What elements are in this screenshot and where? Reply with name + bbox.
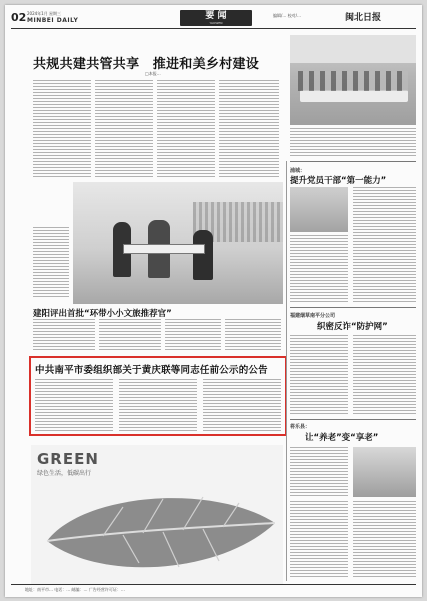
photo-table [300, 90, 408, 102]
section-title-en: YAOWEN [209, 21, 223, 25]
photo-runner-3 [193, 230, 213, 280]
date-line: 2024年1月 星期三 [27, 11, 61, 16]
meeting-photo [290, 35, 416, 125]
right1-headline: 提升党员干部“第一能力” [290, 176, 387, 186]
lead-body-col-2 [95, 80, 153, 178]
photo-stretcher [123, 244, 205, 254]
notice-col-2 [119, 379, 197, 431]
lead-body-col-3 [157, 80, 215, 178]
right3-col-3 [353, 501, 416, 579]
right2-headline: 织密反诈“防护网” [317, 322, 388, 332]
notice-headline: 中共南平市委组织部关于黄庆联等同志任前公示的公告 [35, 365, 268, 376]
paper-name-en: MINBEI DAILY [27, 17, 79, 24]
right-divider-3 [290, 419, 416, 420]
masthead-logo: 闽北日报 [345, 13, 382, 23]
masthead-rule [11, 28, 416, 29]
right1-col-1 [290, 235, 348, 303]
photo-caption [290, 128, 416, 156]
right2-col-1 [290, 335, 348, 415]
relay-caption [33, 227, 69, 297]
right1-photo [290, 187, 348, 232]
right1-kicker: 浦城： [290, 168, 306, 174]
lead-headline: 共规共建共管共享 推进和美乡村建设 [33, 57, 260, 72]
ad-slogan: 绿色生活，低碳出行 [37, 470, 92, 477]
right2-col-2 [353, 335, 416, 415]
section-title: 要 闻 [205, 11, 227, 21]
article2-col-2 [99, 319, 161, 351]
editor-line: 编辑/… 校对/… [273, 13, 301, 18]
article2-col-4 [225, 319, 281, 351]
right3-col-1 [290, 447, 348, 497]
right3-photo [353, 447, 416, 497]
right1-col-2 [353, 187, 416, 303]
right3-col-2 [290, 501, 348, 579]
column-rule-vertical [286, 161, 287, 581]
notice-col-3 [203, 379, 281, 431]
photo-building [290, 35, 416, 63]
article2-col-3 [165, 319, 221, 351]
right3-headline: 让“养老”变“享老” [305, 433, 379, 443]
right-divider-1 [290, 161, 416, 162]
relay-photo [73, 182, 283, 304]
page-number: 02 [11, 11, 27, 24]
newspaper-page [5, 5, 422, 597]
footer-rule [11, 584, 416, 585]
photo-people [298, 71, 408, 91]
right2-kicker: 福建烟草南平分公司 [290, 313, 336, 319]
ad-title: GREEN [37, 450, 99, 468]
right-divider-2 [290, 307, 416, 308]
leaf-illustration [43, 483, 279, 579]
lead-body-col-1 [33, 80, 91, 178]
notice-col-1 [35, 379, 113, 431]
article2-headline: 建阳评出首批“环带小小文旅推荐官” [33, 309, 172, 319]
lead-byline: □本报… [145, 71, 161, 76]
article2-col-1 [33, 319, 95, 351]
footer-text: 地址：南平市… 电话：… 邮编：… 广告经营许可证：… [25, 587, 125, 592]
lead-body-col-4 [219, 80, 279, 178]
right3-kicker: 将乐县： [290, 424, 311, 430]
